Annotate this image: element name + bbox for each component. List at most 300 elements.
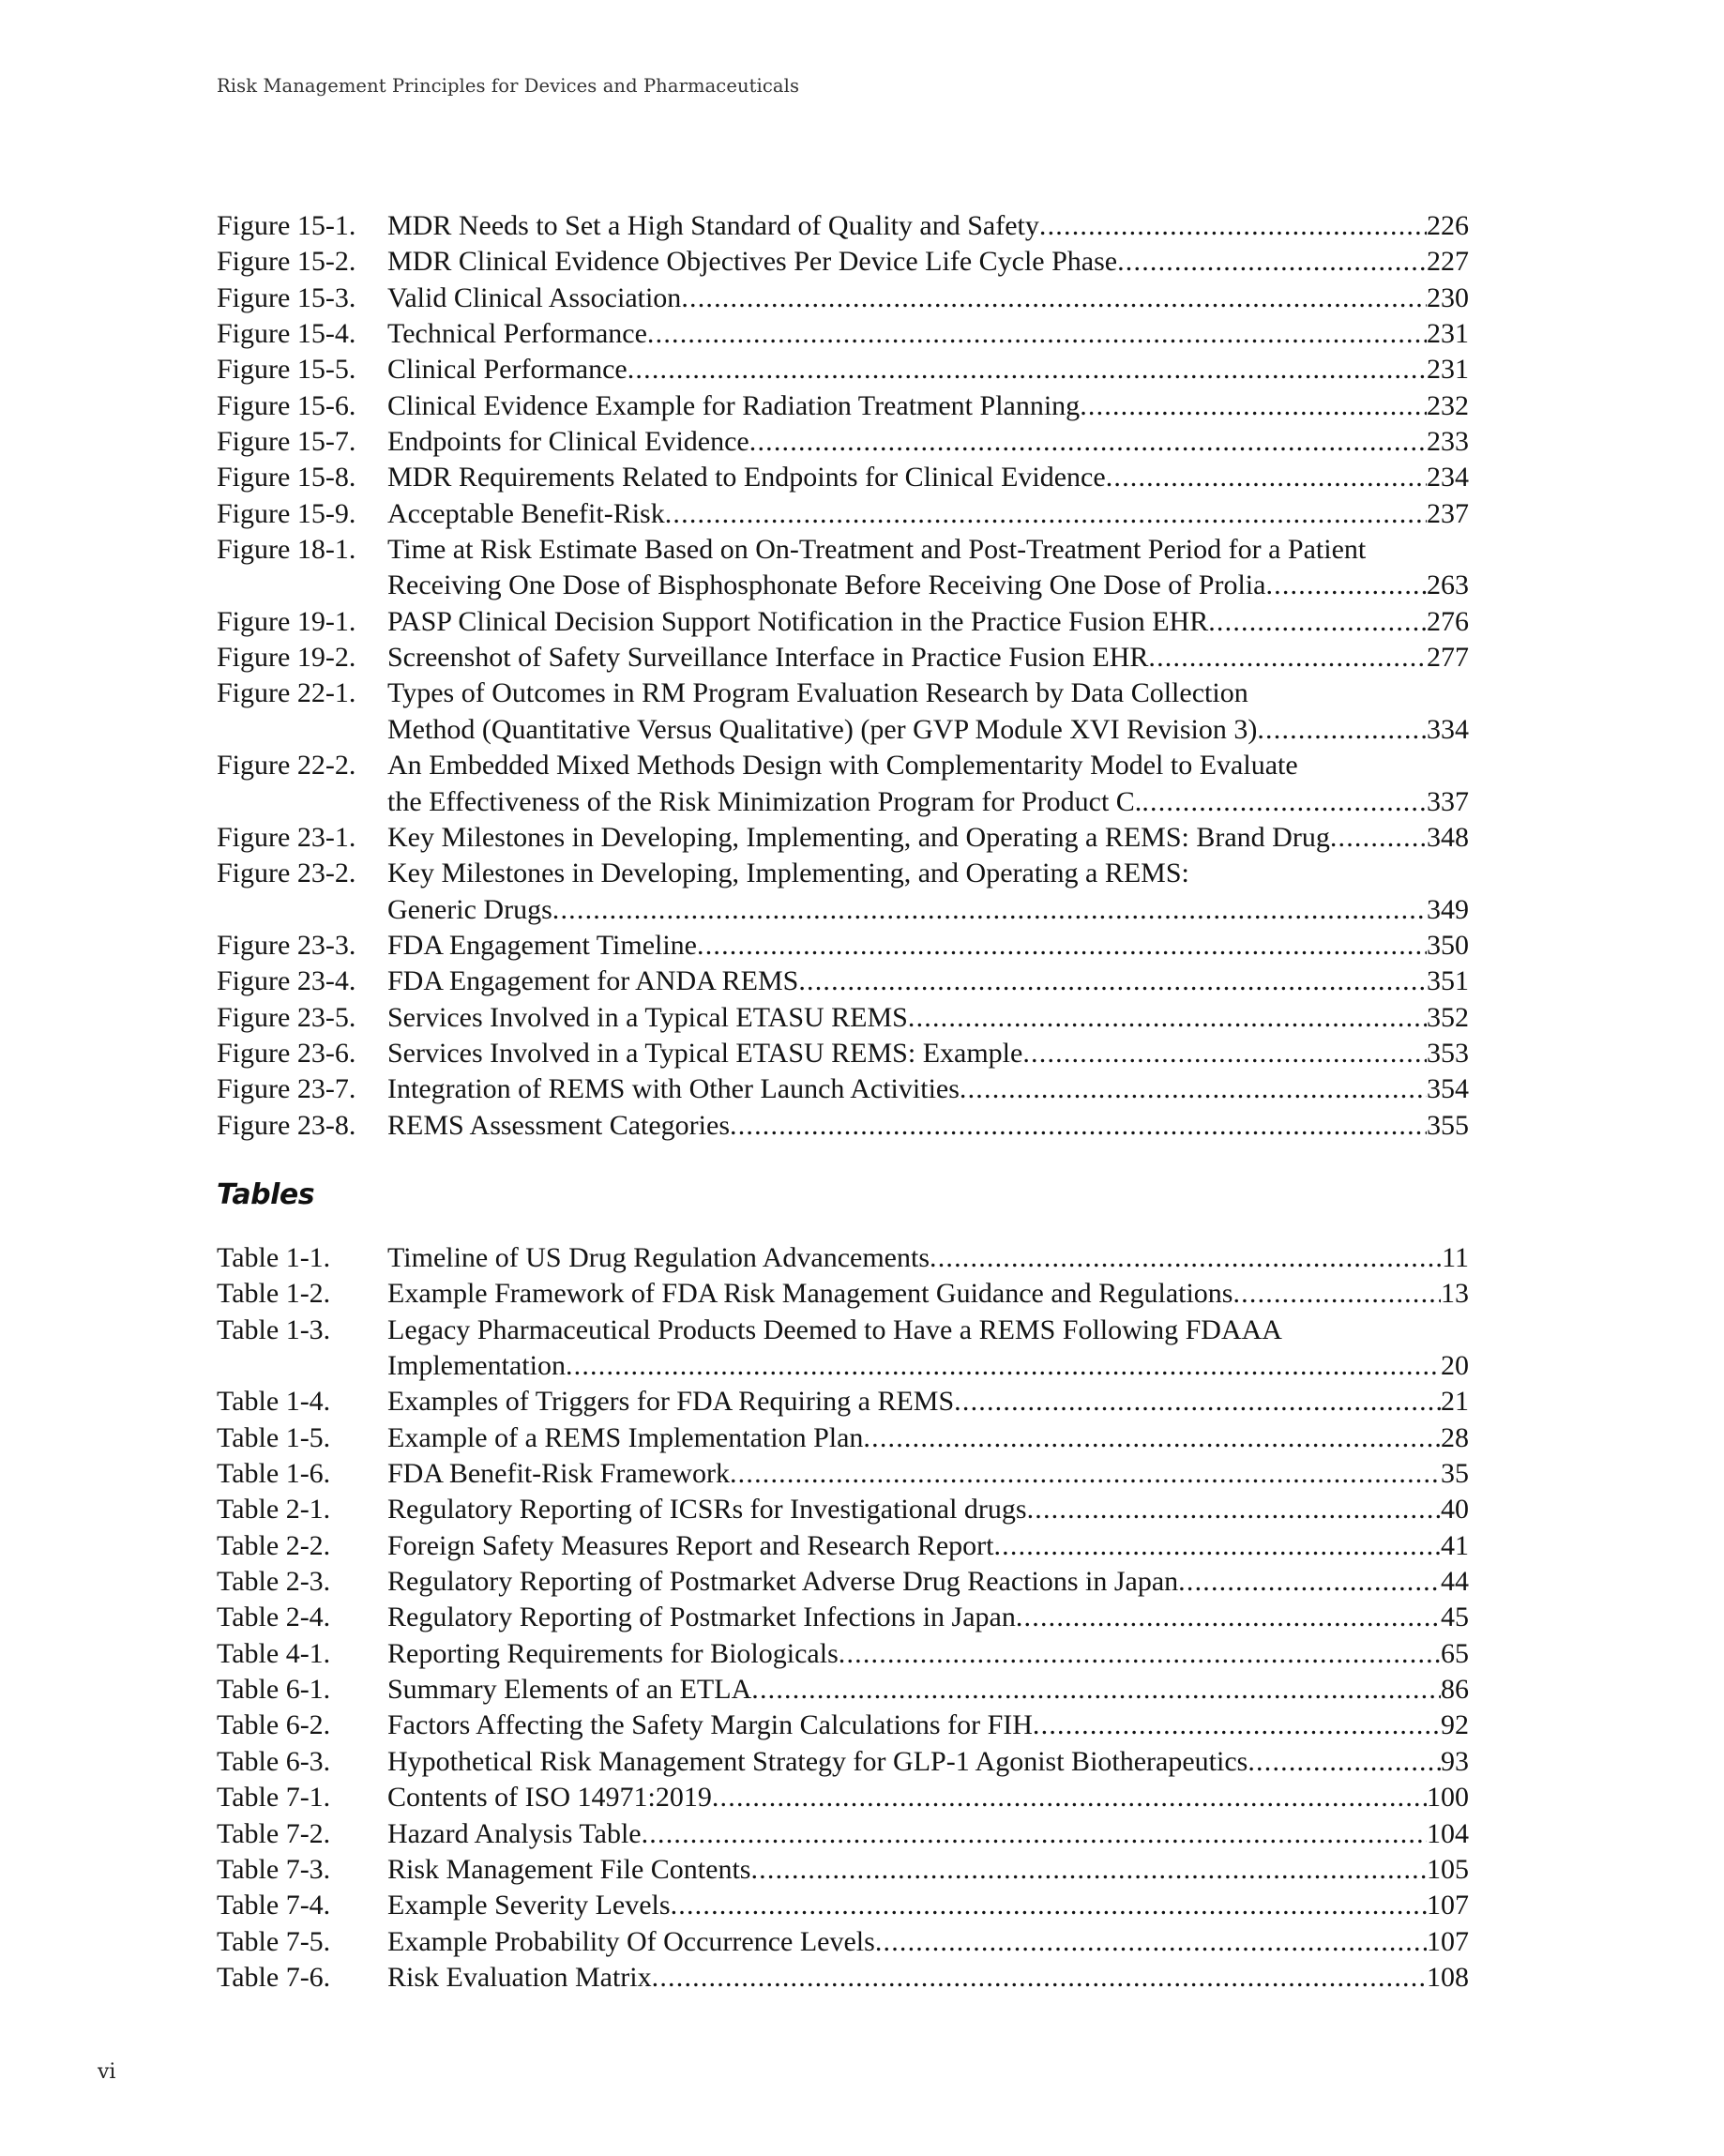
entry-label: Figure 22-1. xyxy=(217,677,356,709)
entry-page-number: 355 xyxy=(1427,1109,1469,1141)
dot-leader xyxy=(993,1528,1441,1564)
entry-body xyxy=(387,1528,1469,1564)
entry-label: Figure 19-1. xyxy=(217,605,356,637)
figure-entry[interactable] xyxy=(217,208,1469,244)
entry-line xyxy=(387,1852,1469,1888)
entry-page-number: 107 xyxy=(1427,1890,1469,1921)
table-entry[interactable] xyxy=(217,1708,1469,1743)
entry-line xyxy=(387,1000,1469,1036)
dot-leader xyxy=(1033,1708,1441,1743)
entry-page-number: 232 xyxy=(1427,389,1469,421)
entry-body xyxy=(387,1924,1469,1960)
dot-leader xyxy=(750,1852,1427,1888)
table-entry[interactable] xyxy=(217,1528,1469,1564)
dot-leader xyxy=(1027,1492,1441,1527)
entry-title: PASP Clinical Decision Support Notification in the Practice Fusion EHR xyxy=(387,605,1209,637)
entry-line xyxy=(387,208,1469,244)
entry-line xyxy=(387,1888,1469,1923)
entry-title: Technical Performance xyxy=(387,318,647,350)
entry-page-number: 351 xyxy=(1427,965,1469,997)
entry-page-number: 234 xyxy=(1427,462,1469,493)
entry-line xyxy=(387,1744,1469,1780)
entry-body xyxy=(387,604,1469,640)
table-entry[interactable] xyxy=(217,1456,1469,1492)
entry-title: Clinical Evidence Example for Radiation Treatment Planning xyxy=(387,389,1081,421)
entry-title: REMS Assessment Categories xyxy=(387,1109,730,1141)
entry-page-number: 13 xyxy=(1441,1278,1469,1310)
figure-entry[interactable] xyxy=(217,856,1469,928)
entry-page-number: 40 xyxy=(1441,1494,1469,1526)
entry-title: Acceptable Benefit-Risk xyxy=(387,497,665,529)
entry-label: Figure 23-2. xyxy=(217,858,356,889)
dot-leader xyxy=(798,964,1427,999)
entry-line xyxy=(387,1564,1469,1600)
entry-page-number: 277 xyxy=(1427,642,1469,674)
entry-body xyxy=(387,352,1469,387)
entry-title: Reporting Requirements for Biologicals xyxy=(387,1637,839,1669)
entry-line xyxy=(387,1600,1469,1635)
list-of-figures xyxy=(217,208,1469,1144)
dot-leader xyxy=(1330,820,1427,856)
entry-title: Example of a REMS Implementation Plan xyxy=(387,1421,864,1453)
entry-line xyxy=(387,892,1469,928)
entry-title: Services Involved in a Typical ETASU REMS: Example xyxy=(387,1037,1023,1069)
table-entry[interactable] xyxy=(217,1420,1469,1456)
entry-label: Table 4-1. xyxy=(217,1637,331,1669)
figure-entry[interactable] xyxy=(217,532,1469,604)
table-entry[interactable] xyxy=(217,1744,1469,1780)
entry-title: Services Involved in a Typical ETASU REMS xyxy=(387,1001,908,1033)
entry-page-number: 93 xyxy=(1441,1745,1469,1777)
entry-line xyxy=(387,1276,1469,1312)
table-entry[interactable] xyxy=(217,1960,1469,1996)
entry-line xyxy=(387,820,1469,856)
entry-page-number: 226 xyxy=(1427,210,1469,241)
entry-body xyxy=(387,1071,1469,1107)
entry-page-number: 263 xyxy=(1427,569,1469,601)
entry-line xyxy=(387,604,1469,640)
entry-title: Contents of ISO 14971:2019 xyxy=(387,1782,712,1814)
entry-body xyxy=(387,640,1469,676)
entry-page-number: 107 xyxy=(1427,1925,1469,1957)
entry-title: Summary Elements of an ETLA xyxy=(387,1674,752,1706)
table-entry[interactable] xyxy=(217,1780,1469,1815)
dot-leader xyxy=(749,424,1427,460)
dot-leader xyxy=(1142,784,1427,820)
entry-label: Figure 23-4. xyxy=(217,965,356,997)
dot-leader xyxy=(1016,1600,1441,1635)
entry-body xyxy=(387,1744,1469,1780)
figure-entry[interactable] xyxy=(217,928,1469,964)
dot-leader xyxy=(712,1780,1427,1815)
dot-leader xyxy=(671,1888,1427,1923)
entry-line xyxy=(387,1108,1469,1144)
entry-page-number: 41 xyxy=(1441,1529,1469,1561)
entry-line xyxy=(387,568,1469,603)
dot-leader xyxy=(908,1000,1427,1036)
entry-page-number: 21 xyxy=(1441,1386,1469,1418)
entry-line xyxy=(387,1780,1469,1815)
entry-page-number: 105 xyxy=(1427,1853,1469,1885)
entry-page-number: 227 xyxy=(1427,246,1469,278)
page-number: vi xyxy=(98,2060,116,2084)
entry-page-number: 104 xyxy=(1427,1817,1469,1849)
table-entry[interactable] xyxy=(217,1672,1469,1708)
entry-body xyxy=(387,281,1469,316)
entry-label: Table 7-5. xyxy=(217,1925,331,1957)
entry-title: FDA Engagement for ANDA REMS xyxy=(387,965,799,997)
entry-label: Table 1-3. xyxy=(217,1313,331,1345)
entry-body xyxy=(387,1708,1469,1743)
entry-label: Table 1-6. xyxy=(217,1458,331,1490)
dot-leader xyxy=(960,1071,1427,1107)
entry-title: Example Severity Levels xyxy=(387,1890,671,1921)
entry-body xyxy=(387,1276,1469,1312)
dot-leader xyxy=(652,1960,1427,1996)
entry-line xyxy=(387,712,1469,748)
entry-title: Examples of Triggers for FDA Requiring a REMS xyxy=(387,1386,955,1418)
entry-body xyxy=(387,1456,1469,1492)
figure-entry[interactable] xyxy=(217,316,1469,352)
entry-label: Figure 19-2. xyxy=(217,642,356,674)
entry-line xyxy=(387,640,1469,676)
entry-title: Time at Risk Estimate Based on On-Treatment and Post-Treatment Period for a Patient xyxy=(387,534,1367,566)
entry-title: Screenshot of Safety Surveillance Interface in Practice Fusion EHR xyxy=(387,642,1149,674)
figure-entry[interactable] xyxy=(217,388,1469,424)
entry-body xyxy=(387,1960,1469,1996)
entry-page-number: 11 xyxy=(1442,1242,1469,1273)
entry-body xyxy=(387,856,1469,928)
entry-label: Table 6-2. xyxy=(217,1709,331,1741)
entry-title: MDR Clinical Evidence Objectives Per Device Life Cycle Phase xyxy=(387,246,1118,278)
entry-label: Table 2-1. xyxy=(217,1494,331,1526)
dot-leader xyxy=(954,1384,1441,1420)
entry-label: Table 2-4. xyxy=(217,1602,331,1633)
dot-leader xyxy=(628,352,1427,387)
entry-label: Figure 15-9. xyxy=(217,497,356,529)
tables-heading: Tables xyxy=(217,1178,315,1211)
entry-line xyxy=(387,388,1469,424)
entry-line xyxy=(387,1348,1469,1384)
entry-body xyxy=(387,1384,1469,1420)
entry-body xyxy=(387,208,1469,244)
entry-page-number: 100 xyxy=(1427,1782,1469,1814)
table-entry[interactable] xyxy=(217,1384,1469,1420)
entry-body xyxy=(387,1600,1469,1635)
entry-label: Figure 22-2. xyxy=(217,750,356,782)
entry-body xyxy=(387,1108,1469,1144)
entry-body xyxy=(387,928,1469,964)
entry-page-number: 65 xyxy=(1441,1637,1469,1669)
entry-line xyxy=(387,784,1469,820)
table-entry[interactable] xyxy=(217,1852,1469,1888)
entry-body xyxy=(387,424,1469,460)
entry-line xyxy=(387,1240,1469,1276)
entry-label: Figure 15-8. xyxy=(217,462,356,493)
table-entry[interactable] xyxy=(217,1240,1469,1276)
entry-body xyxy=(387,820,1469,856)
entry-page-number: 231 xyxy=(1427,318,1469,350)
entry-line xyxy=(387,1708,1469,1743)
entry-label: Figure 15-3. xyxy=(217,281,356,313)
figure-entry[interactable] xyxy=(217,640,1469,676)
entry-body xyxy=(387,676,1469,748)
entry-line xyxy=(387,281,1469,316)
entry-title: Valid Clinical Association xyxy=(387,281,682,313)
dot-leader xyxy=(665,496,1427,532)
dot-leader xyxy=(1208,604,1427,640)
entry-label: Table 1-1. xyxy=(217,1242,331,1273)
entry-label: Figure 23-5. xyxy=(217,1001,356,1033)
entry-title: FDA Benefit-Risk Framework xyxy=(387,1458,730,1490)
entry-page-number: 353 xyxy=(1427,1037,1469,1069)
entry-label: Figure 15-4. xyxy=(217,318,356,350)
entry-line xyxy=(387,1924,1469,1960)
entry-title: Legacy Pharmaceutical Products Deemed to Have a REMS Following FDAAA xyxy=(387,1313,1282,1345)
entry-body xyxy=(387,1636,1469,1672)
entry-line xyxy=(387,856,1469,891)
entry-label: Table 1-2. xyxy=(217,1278,331,1310)
entry-title: Risk Evaluation Matrix xyxy=(387,1961,652,1993)
entry-body xyxy=(387,1852,1469,1888)
table-entry[interactable] xyxy=(217,1492,1469,1527)
entry-body xyxy=(387,460,1469,495)
dot-leader xyxy=(1022,1036,1427,1071)
entry-body xyxy=(387,316,1469,352)
entry-title: Timeline of US Drug Regulation Advancements xyxy=(387,1242,930,1273)
entry-title: Receiving One Dose of Bisphosphonate Before Receiving One Dose of Prolia xyxy=(387,569,1266,601)
entry-line xyxy=(387,964,1469,999)
entry-title: Endpoints for Clinical Evidence xyxy=(387,426,749,458)
entry-title: Key Milestones in Developing, Implementing, and Operating a REMS: Brand Drug xyxy=(387,821,1330,853)
entry-title: Regulatory Reporting of Postmarket Adverse Drug Reactions in Japan xyxy=(387,1566,1179,1598)
entry-label: Table 7-1. xyxy=(217,1782,331,1814)
entry-line xyxy=(387,1816,1469,1852)
entry-title: Generic Drugs xyxy=(387,893,552,925)
entry-label: Figure 15-2. xyxy=(217,246,356,278)
entry-body xyxy=(387,388,1469,424)
entry-page-number: 334 xyxy=(1427,713,1469,745)
entry-title: Regulatory Reporting of ICSRs for Investigational drugs xyxy=(387,1494,1027,1526)
dot-leader xyxy=(1178,1564,1441,1600)
entry-title: Implementation xyxy=(387,1350,566,1382)
figure-entry[interactable] xyxy=(217,964,1469,999)
entry-label: Table 1-5. xyxy=(217,1421,331,1453)
figure-entry[interactable] xyxy=(217,1036,1469,1071)
entry-page-number: 20 xyxy=(1441,1350,1469,1382)
entry-label: Figure 18-1. xyxy=(217,534,356,566)
dot-leader xyxy=(1233,1276,1441,1312)
entry-title: Method (Quantitative Versus Qualitative) (per GVP Module XVI Revision 3) xyxy=(387,713,1258,745)
table-entry[interactable] xyxy=(217,1636,1469,1672)
entry-body xyxy=(387,1313,1469,1385)
entry-label: Figure 23-3. xyxy=(217,929,356,961)
entry-body xyxy=(387,496,1469,532)
entry-label: Table 7-4. xyxy=(217,1890,331,1921)
entry-line xyxy=(387,1528,1469,1564)
entry-page-number: 354 xyxy=(1427,1073,1469,1105)
entry-page-number: 276 xyxy=(1427,605,1469,637)
figure-entry[interactable] xyxy=(217,496,1469,532)
entry-line xyxy=(387,1420,1469,1456)
dot-leader xyxy=(552,892,1427,928)
entry-label: Table 2-3. xyxy=(217,1566,331,1598)
entry-line xyxy=(387,460,1469,495)
entry-title: Key Milestones in Developing, Implementing, and Operating a REMS: xyxy=(387,858,1189,889)
entry-line xyxy=(387,1636,1469,1672)
entry-line xyxy=(387,1672,1469,1708)
entry-label: Figure 23-7. xyxy=(217,1073,356,1105)
entry-page-number: 28 xyxy=(1441,1421,1469,1453)
dot-leader xyxy=(1117,244,1427,280)
entry-label: Table 7-2. xyxy=(217,1817,331,1849)
dot-leader xyxy=(647,316,1427,352)
entry-title: MDR Requirements Related to Endpoints for Clinical Evidence xyxy=(387,462,1106,493)
entry-title: Hazard Analysis Table xyxy=(387,1817,642,1849)
figure-entry[interactable] xyxy=(217,244,1469,280)
dot-leader xyxy=(642,1816,1427,1852)
entry-body xyxy=(387,1672,1469,1708)
table-entry[interactable] xyxy=(217,1564,1469,1600)
entry-label: Table 7-3. xyxy=(217,1853,331,1885)
dot-leader xyxy=(1039,208,1427,244)
entry-label: Table 2-2. xyxy=(217,1529,331,1561)
figure-entry[interactable] xyxy=(217,604,1469,640)
table-entry[interactable] xyxy=(217,1816,1469,1852)
dot-leader xyxy=(839,1636,1441,1672)
entry-label: Figure 23-1. xyxy=(217,821,356,853)
entry-body xyxy=(387,1888,1469,1923)
entry-body xyxy=(387,1816,1469,1852)
entry-page-number: 108 xyxy=(1427,1961,1469,1993)
entry-label: Table 7-6. xyxy=(217,1961,331,1993)
dot-leader xyxy=(1248,1744,1441,1780)
entry-line xyxy=(387,496,1469,532)
entry-title: Factors Affecting the Safety Margin Calculations for FIH xyxy=(387,1709,1033,1741)
entry-label: Figure 23-8. xyxy=(217,1109,356,1141)
entry-page-number: 230 xyxy=(1427,281,1469,313)
figure-entry[interactable] xyxy=(217,281,1469,316)
entry-line xyxy=(387,676,1469,711)
entry-title: Risk Management File Contents xyxy=(387,1853,751,1885)
dot-leader xyxy=(730,1456,1441,1492)
figure-entry[interactable] xyxy=(217,352,1469,387)
entry-title: the Effectiveness of the Risk Minimization Program for Product C. xyxy=(387,785,1142,817)
entry-line xyxy=(387,352,1469,387)
figure-entry[interactable] xyxy=(217,460,1469,495)
entry-line xyxy=(387,316,1469,352)
dot-leader xyxy=(1080,388,1427,424)
entry-body xyxy=(387,244,1469,280)
entry-line xyxy=(387,424,1469,460)
entry-page-number: 92 xyxy=(1441,1709,1469,1741)
entry-page-number: 44 xyxy=(1441,1566,1469,1598)
entry-body xyxy=(387,1000,1469,1036)
entry-body xyxy=(387,1036,1469,1071)
running-header: Risk Management Principles for Devices and Pharmaceuticals xyxy=(217,75,800,97)
entry-page-number: 350 xyxy=(1427,929,1469,961)
dot-leader xyxy=(875,1924,1427,1960)
entry-title: An Embedded Mixed Methods Design with Complementarity Model to Evaluate xyxy=(387,750,1298,782)
table-entry[interactable] xyxy=(217,1924,1469,1960)
figure-entry[interactable] xyxy=(217,820,1469,856)
dot-leader xyxy=(697,928,1427,964)
entry-label: Table 1-4. xyxy=(217,1386,331,1418)
entry-body xyxy=(387,1240,1469,1276)
table-entry[interactable] xyxy=(217,1600,1469,1635)
entry-line xyxy=(387,1071,1469,1107)
dot-leader xyxy=(1106,460,1427,495)
list-of-tables xyxy=(217,1240,1469,1996)
entry-label: Table 6-1. xyxy=(217,1674,331,1706)
table-entry[interactable] xyxy=(217,1313,1469,1385)
entry-line xyxy=(387,928,1469,964)
dot-leader xyxy=(751,1672,1441,1708)
dot-leader xyxy=(1265,568,1427,603)
dot-leader xyxy=(1257,712,1427,748)
entry-body xyxy=(387,748,1469,820)
entry-line xyxy=(387,532,1469,568)
entry-title: MDR Needs to Set a High Standard of Quality and Safety xyxy=(387,210,1039,241)
entry-title: Example Framework of FDA Risk Management Guidance and Regulations xyxy=(387,1278,1233,1310)
entry-label: Figure 15-6. xyxy=(217,389,356,421)
entry-page-number: 237 xyxy=(1427,497,1469,529)
dot-leader xyxy=(681,281,1427,316)
dot-leader xyxy=(863,1420,1441,1456)
entry-line xyxy=(387,748,1469,783)
entry-label: Figure 23-6. xyxy=(217,1037,356,1069)
entry-label: Table 6-3. xyxy=(217,1745,331,1777)
entry-label: Figure 15-5. xyxy=(217,354,356,386)
figure-entry[interactable] xyxy=(217,1108,1469,1144)
entry-line xyxy=(387,1456,1469,1492)
figure-entry[interactable] xyxy=(217,424,1469,460)
entry-label: Figure 15-7. xyxy=(217,426,356,458)
figure-entry[interactable] xyxy=(217,748,1469,820)
entry-page-number: 337 xyxy=(1427,785,1469,817)
entry-line xyxy=(387,1492,1469,1527)
entry-body xyxy=(387,1780,1469,1815)
entry-page-number: 349 xyxy=(1427,893,1469,925)
entry-title: Hypothetical Risk Management Strategy for GLP-1 Agonist Biotherapeutics xyxy=(387,1745,1248,1777)
entry-title: Clinical Performance xyxy=(387,354,628,386)
entry-title: Foreign Safety Measures Report and Research Report xyxy=(387,1529,994,1561)
figure-entry[interactable] xyxy=(217,676,1469,748)
entry-body xyxy=(387,1564,1469,1600)
entry-page-number: 231 xyxy=(1427,354,1469,386)
entry-body xyxy=(387,1492,1469,1527)
dot-leader xyxy=(566,1348,1441,1384)
figure-entry[interactable] xyxy=(217,1071,1469,1107)
entry-label: Figure 15-1. xyxy=(217,210,356,241)
entry-page-number: 45 xyxy=(1441,1602,1469,1633)
entry-page-number: 86 xyxy=(1441,1674,1469,1706)
table-entry[interactable] xyxy=(217,1276,1469,1312)
table-entry[interactable] xyxy=(217,1888,1469,1923)
entry-body xyxy=(387,532,1469,604)
entry-page-number: 348 xyxy=(1427,821,1469,853)
entry-title: Types of Outcomes in RM Program Evaluation Research by Data Collection xyxy=(387,677,1248,709)
figure-entry[interactable] xyxy=(217,1000,1469,1036)
entry-page-number: 233 xyxy=(1427,426,1469,458)
entry-page-number: 35 xyxy=(1441,1458,1469,1490)
entry-title: Integration of REMS with Other Launch Activities xyxy=(387,1073,960,1105)
entry-title: FDA Engagement Timeline xyxy=(387,929,697,961)
entry-body xyxy=(387,1420,1469,1456)
entry-line xyxy=(387,1384,1469,1420)
dot-leader xyxy=(930,1240,1442,1276)
entry-title: Regulatory Reporting of Postmarket Infections in Japan xyxy=(387,1602,1016,1633)
